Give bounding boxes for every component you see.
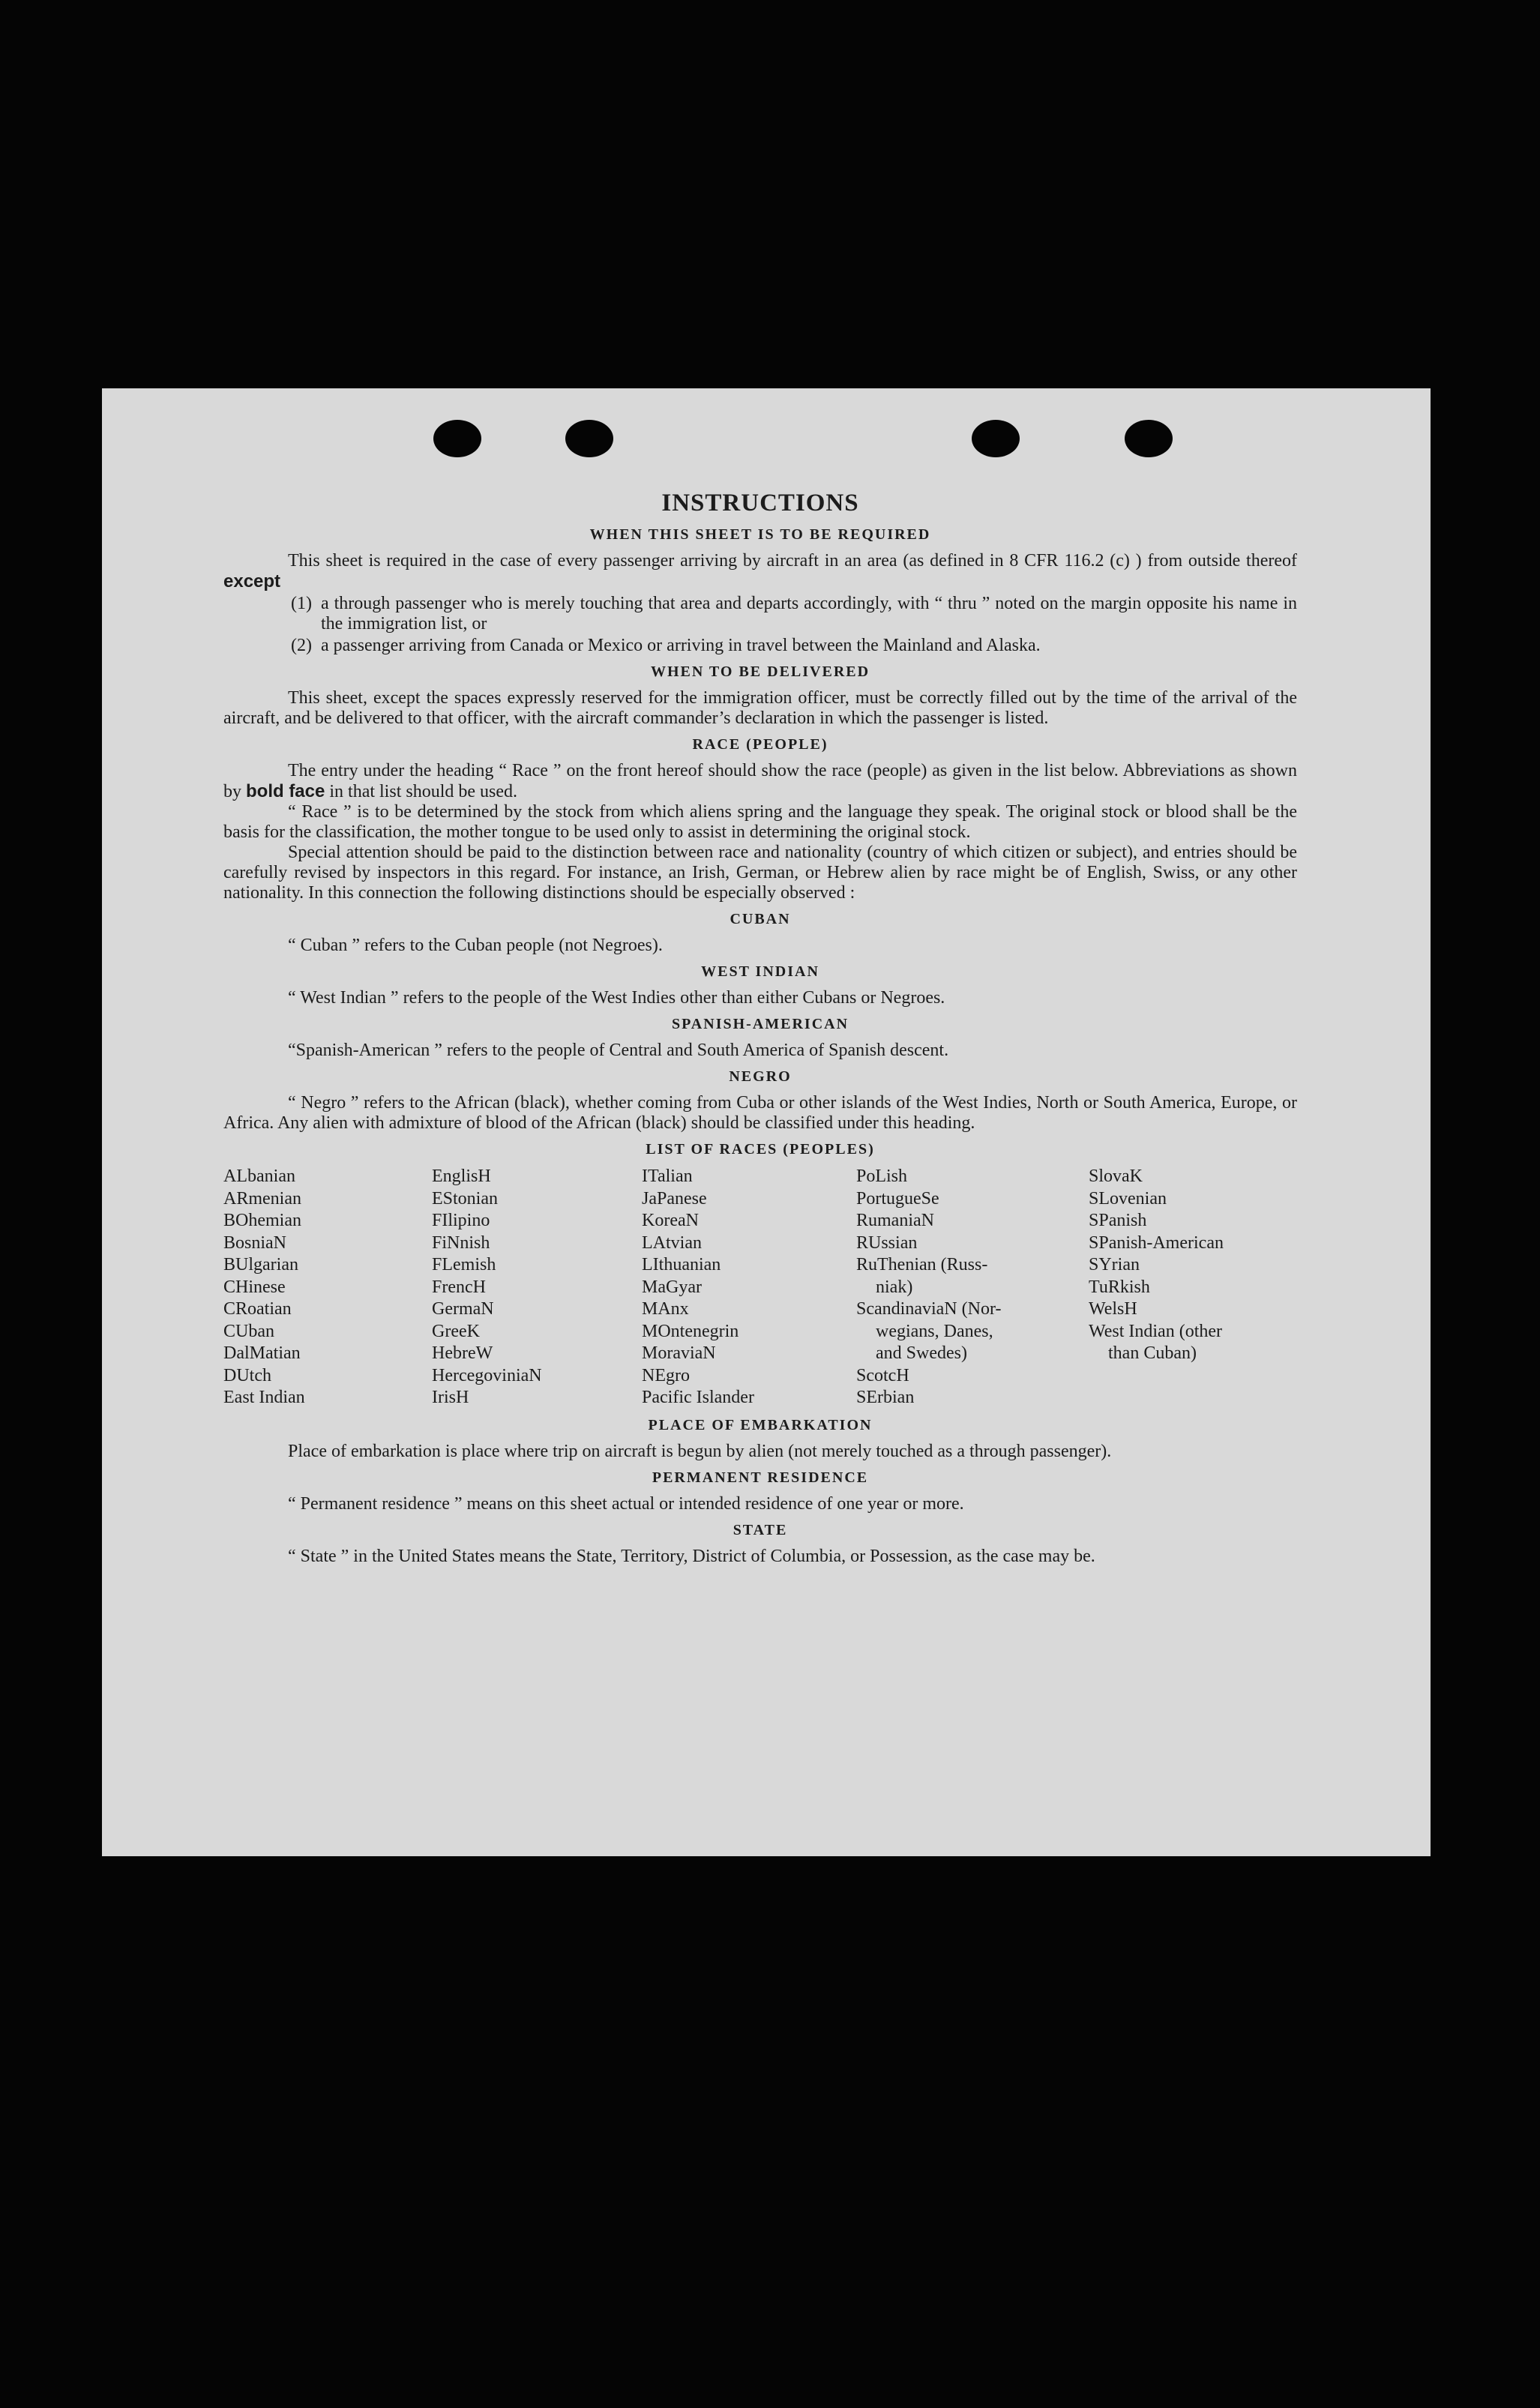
instructions-content [223,490,1297,1567]
punch-hole [433,420,481,457]
race-paragraph-1: The entry under the heading “ Race ” on the front hereof should show the race (people) as given in the list below. Abbreviations as shown by bold face in that list should be used. [223,761,1297,801]
heading-when-delivered: WHEN TO BE DELIVERED [650,663,870,680]
races-column: EnglisH EStonian FIlipino FiNnish FLemish FrencH GermaN GreeK HebreW HercegoviniaN IrisH [432,1167,542,1407]
when-required-text: This sheet is required in the case of every passenger arriving by aircraft in an area (as defined in 8 CFR 116.2 (c) ) from outside thereof except [223,551,1297,592]
spanish-american-text: “Spanish-American ” refers to the people of Central and South America of Spanish descent. [288,1041,949,1060]
heading-when-required: WHEN THIS SHEET IS TO BE REQUIRED [589,526,931,543]
heading-west-indian: WEST INDIAN [701,963,819,980]
west-indian-text: “ West Indian ” refers to the people of the West Indies other than either Cubans or Negroes. [288,988,945,1008]
place-of-embarkation-text: Place of embarkation is place where trip on aircraft is begun by alien (not merely touched as a through passenger). [288,1441,1112,1461]
races-table [223,1166,1297,1409]
heading-permanent-residence: PERMANENT RESIDENCE [652,1469,869,1486]
races-column: SlovaK SLovenian SPanish SPanish-American SYrian TuRkish WelsH West Indian (other than Cuban) [1089,1167,1224,1363]
heading-place-of-embarkation: PLACE OF EMBARKATION [648,1416,873,1433]
state-text: “ State ” in the United States means the State, Territory, District of Columbia, or Possession, as the case may be. [288,1546,1095,1566]
negro-text: “ Negro ” refers to the African (black), whether coming from Cuba or other islands of the West Indies, North or South America, Europe, or Africa. Any alien with admixture of blood of the African (black) should be classified under this heading. [223,1093,1297,1133]
punch-hole [1125,420,1173,457]
races-column: ITalian JaPanese KoreaN LAtvian LIthuanian MaGyar MAnx MOntenegrin MoraviaN NEgro Pacific Islander [642,1167,754,1407]
heading-cuban: CUBAN [730,911,791,927]
document-sheet [102,388,1431,1856]
list-item: (1) a through passenger who is merely touching that area and departs accordingly, with “ thru ” noted on the margin opposite his name in the immigration list, or [291,594,1297,633]
heading-negro: NEGRO [729,1068,792,1085]
heading-state: STATE [733,1521,788,1538]
cuban-text: “ Cuban ” refers to the Cuban people (not Negroes). [288,936,663,955]
races-column: ALbanian ARmenian BOhemian BosniaN BUlgarian CHinese CRoatian CUban DalMatian DUtch East Indian [223,1167,305,1407]
race-paragraph-3: Special attention should be paid to the distinction between race and nationality (country of which citizen or subject), and entries should be carefully revised by inspectors in this regard. For instance, an Irish, German, or Hebrew alien by race might be of English, Swiss, or any other nationality. In this connection the following distinctions should be especially observed : [223,843,1297,903]
list-item: (2) a passenger arriving from Canada or Mexico or arriving in travel between the Mainland and Alaska. [291,636,1041,655]
punch-hole [972,420,1020,457]
permanent-residence-text: “ Permanent residence ” means on this sheet actual or intended residence of one year or more. [288,1493,964,1514]
heading-list-of-races: LIST OF RACES (PEOPLES) [646,1141,875,1158]
race-paragraph-2: “ Race ” is to be determined by the stock from which aliens spring and the language they speak. The original stock or blood shall be the basis for the classification, the mother tongue to be used only to assist in determining the original stock. [223,802,1297,842]
races-column: PoLish PortugueSe RumaniaN RUssian RuThenian (Russ- niak) ScandinaviaN (Nor- wegians, Danes, and Swedes) ScotcH SErbian [856,1167,1002,1407]
heading-spanish-american: SPANISH-AMERICAN [671,1016,849,1032]
heading-race: RACE (PEOPLE) [692,736,828,753]
punch-hole [565,420,613,457]
page-title: INSTRUCTIONS [661,490,859,517]
when-delivered-text: This sheet, except the spaces expressly reserved for the immigration officer, must be correctly filled out by the time of the arrival of the aircraft, and be delivered to that officer, with the aircraft commander’s declaration in which the passenger is listed. [223,688,1297,728]
